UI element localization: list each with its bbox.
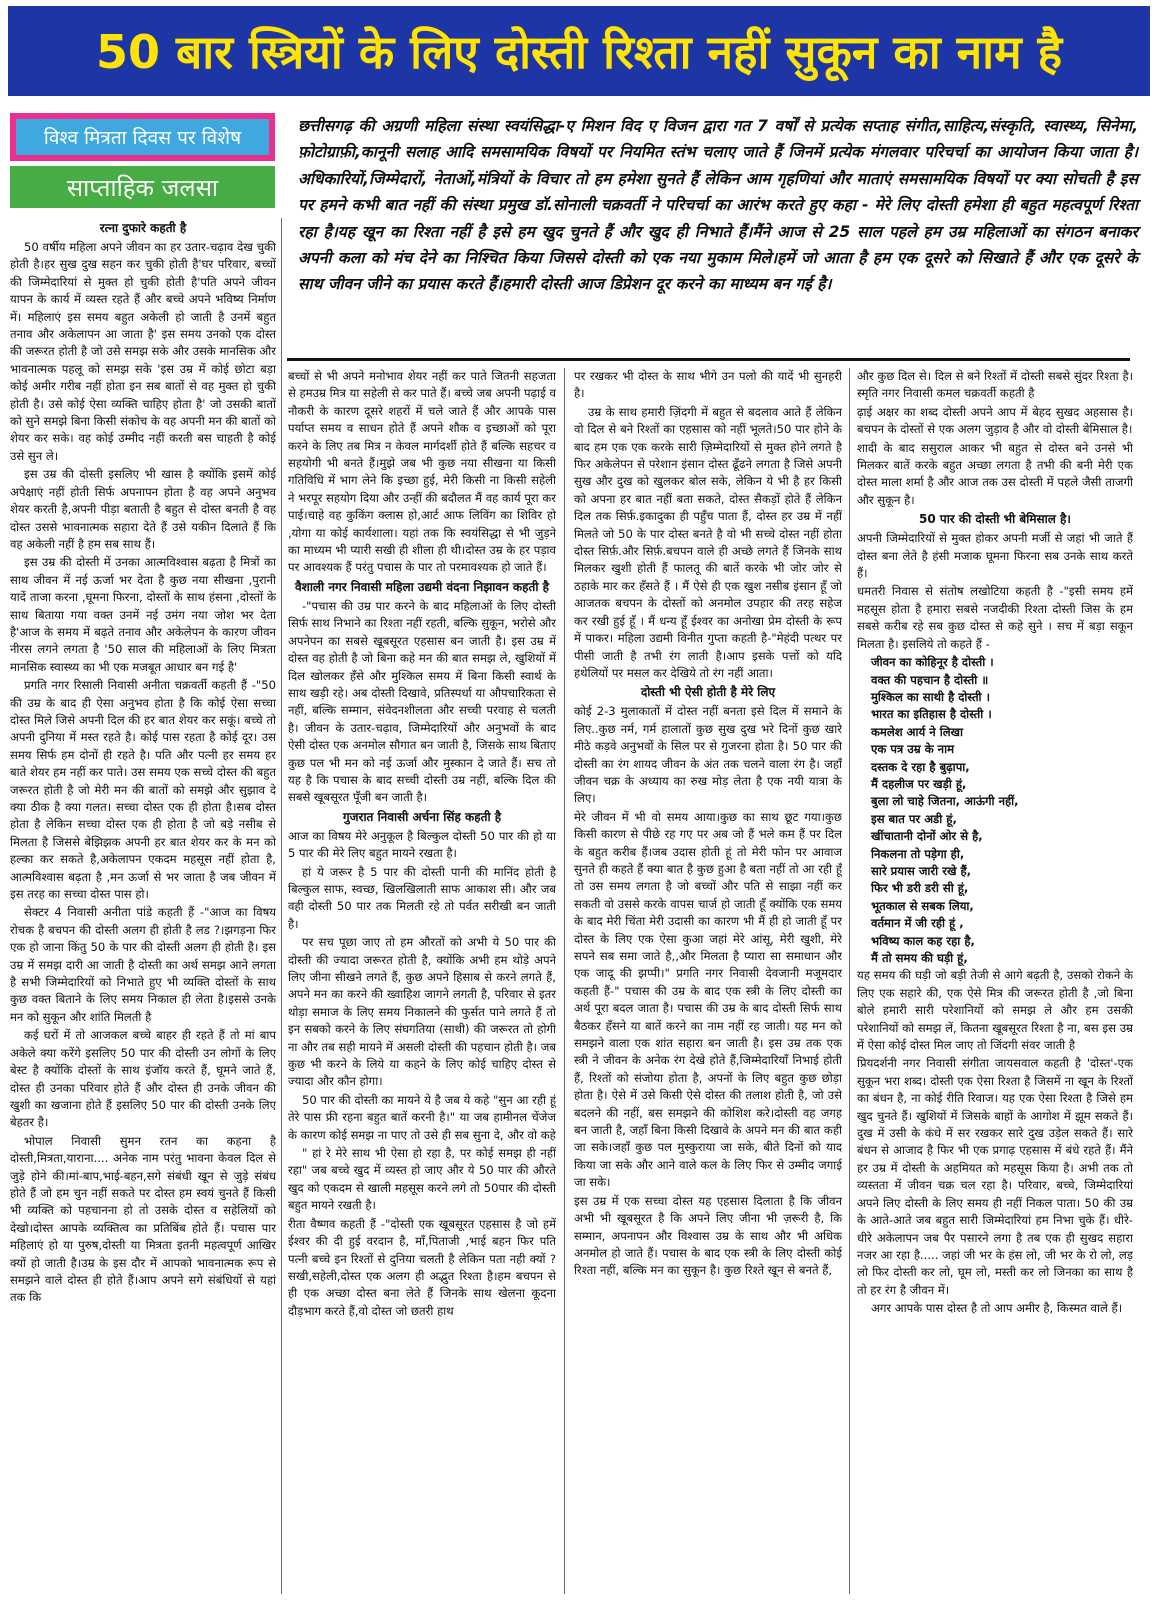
article-paragraph: पर रखकर भी दोस्त के साथ भीगे उन पलो की यादें भी सुनहरी है। [574, 369, 842, 401]
poem-line: वक्त की पहचान है दोस्ती ॥ [871, 672, 989, 687]
column-divider [849, 368, 850, 1594]
article-paragraph: कोई 2-3 मुलाकातों में दोस्त नहीं बनता इसे दिल में समाने के लिए..कुछ नर्म, गर्म हालातों कुछ सुख दुख भरे दिनों कुछ खारे मीठे कड़वे अनुभवों के सिल पर से गुजरना होता है। 50 पार की दोस्ती का रंग शायद जीवन के अंत तक चलने वाला रंग है। जहाँ जीवन चक्र के अध्याय का रुख मोड़ लेता है एक नयी यात्रा के लिए। [574, 704, 842, 806]
article-paragraph: 50 वर्षीय महिला अपने जीवन का हर उतार-चढ़ाव देख चुकी होती है।हर सुख दुख सहन कर चुकी होती है'घर परिवार, बच्चों की जिम्मेदारियां से मुक्त हो चुकी होती है'पति अपने जीवन यापन के कार्य में व्यस्त रहते हैं और बच्चे अपने भविष्य निर्माण में। महिलाएं इस समय बहुत अकेली हो जाती है उनमें बहुत तनाव और अकेलापन आ जाता है' इस समय उनको एक दोस्त की जरूरत होती है जो उसे समझ सके और उसके मानसिक और भावनात्मक पहलू को समझ सके 'इस उम्र में कोई छोटा बड़ा कोई अमीर गरीब नहीं होता इन सब बातों से वह मुक्त हो चुकी होती है। उसे कोई ऐसा व्यक्ति चाहिए होता है' जो उसकी बातों को सुने समझे बिना किसी संकोच के वह अपनी मन की बातों को शेयर कर सके। वह कोई उम्मीद नहीं करती बस चाहती है कोई उसे सुन ले। [10, 240, 276, 463]
special-tag-label: विश्व मित्रता दिवस पर विशेष [16, 119, 269, 155]
article-paragraph: इस उम्र की दोस्ती इसलिए भी खास है क्योंकि इसमें कोई अपेक्षाएं नहीं होती सिर्फ अपनापन होता है वह अपने अनुभव शेयर करती है,अपनी पीड़ा बताती है बहुत से दोस्त बनती है वह दोस्त उससे भावनात्मक सहारा देते हैं उसे यकीन दिलाते हैं कि वह अकेली नहीं है हम सब साथ हैं। [10, 467, 276, 551]
article-paragraph: प्रियदर्शनी नगर निवासी संगीता जायसवाल कहती है 'दोस्त'-एक सुकून भरा शब्द। दोस्ती एक ऐसा रिश्ता है जिसमें ना खून के रिश्तों का बंधन है, ना कोई रीति रिवाज। यह एक ऐसा रिश्ता है जिसे हम खुद चुनते हैं। खुशियों में जिसके बाहों के आगोश में झूम सकते हैं। दुख में उसी के कंधे में सर रखकर सारे दुख उड़ेल सकते हैं। सारे बंधन से आजाद है फिर भी एक प्रगाढ़ एहसास में बंधे रहते हैं। मैंने हर उम्र में दोस्ती के अहमियत को महसूस किया है। अभी तक तो व्यस्तता में जीवन चक्र चल रहा है। परिवार, बच्चे, जिम्मेदारियां अपने लिए दोस्ती के लिए समय ही नहीं निकल पाता। 50 की उम्र के आते-आते जब बहुत सारी जिम्मेदारियां हम निभा चुके हैं। धीरे-धीरे अकेलापन जब पैर पसारने लगा है तब एक ही सुखद सहारा नजर आ रहा है..... जहां जी भर के हंस लो, जी भर के रो लो, लड़ लो फिर दोस्ती कर लो, घूम लो, मस्ती कर लो जिनका का साथ है तो हर रंग है जीवन में। [857, 1056, 1133, 1297]
article-column-2 [288, 368, 556, 1594]
poem-line: बुला लो चाहे जितना, आऊंगी नहीं, [871, 794, 1019, 809]
speaker-heading: 50 पार की दोस्ती भी बेमिसाल है। [919, 512, 1071, 527]
article-column-1 [10, 218, 276, 1594]
speaker-heading: दोस्ती भी ऐसी होती है मेरे लिए [640, 685, 776, 700]
speaker-heading: वैशाली नगर निवासी महिला उद्यमी वंदना निझावन कहती है [294, 579, 550, 594]
article-paragraph: ढ़ाई अक्षर का शब्द दोस्ती अपने आप में बेहद सुखद अहसास है। बचपन के दोस्तों से एक अलग जुड़ाव है और वो दोस्ती बेमिसाल है। [857, 404, 1133, 437]
article-paragraph: प्रगति नगर रिसाली निवासी अनीता चक्रवर्ती कहती हैं -"50 की उम्र के बाद ही ऐसा अनुभव होता है कि कोई ऐसा सच्चा दोस्त मिले जिसे अपनी दिल की हर बात शेयर कर सकूं। बच्चे तो अपनी दुनिया में मस्त रहते है। कोई पास रहता है कोई दूर। उस समय सिर्फ हम दोनों ही रहते है। पति और पत्नी हर समय हर बाते शेयर हम नहीं कर पाते। उस समय एक सच्चे दोस्त की बहुत जरूरत होती है जो मेरी मन की बातों को समझे और सुझाव दे क्या ठीक है क्या गलत। सच्चा दोस्त एक ही होता है।सब दोस्त होता है लेकिन सच्चा दोस्त एक ही होता है जो बड़े नसीब से मिलता है जिससे बेझिझक अपनी हर बात शेयर कर के मन को हल्का कर सकते है,अकेलापन एकदम महसूस नहीं होता है, आत्मविश्वास बढ़ता है ,मन ऊर्जा से भर जाता है जब जीवन में इस तरह का सच्चा दोस्त पास हो। [10, 678, 276, 902]
poem-line: फिर भी डरी डरी सी हूं, [871, 881, 969, 896]
article-paragraph: यह समय की घड़ी जो बड़ी तेजी से आगे बढ़ती है, उसको रोकने के लिए एक सहारे की, एक ऐसे मित्र की जरूरत होती है ,जो बिना बोले हमारी सारी परेशानियों को समझ ले और हम उसकी परेशानियों को समझ लें, कितना खूबसूरत रिश्ता है ना, बस इस उम्र में ऐसा कोई दोस्त मिल जाए तो जिंदगी संवर जाती है [857, 968, 1133, 1053]
article-paragraph: आज का विषय मेरे अनुकूल है बिल्कुल दोस्ती 50 पार की हो या 5 पार की मेरे लिए बहुत मायने रखता है। [288, 828, 556, 861]
article-paragraph: उम्र के साथ हमारी ज़िंदगी में बहुत से बदलाव आते हैं लेकिन वो दिल से बने रिश्तों का एहसास को नहीं भूलते।50 पार होने के बाद हम एक एक करके सारी ज़िम्मेदारियों से मुक्त होने लगते है फिर अकेलेपन से परेशान इंसान दोस्त ढूँढने लगता है जिसे अपनी सुख और दुख को खुलकर बोल सके, लेकिन ये भी है हर किसी को अपना हर बात नहीं बता सकते, दोस्त सैकड़ों होते हैं लेकिन दिल तक सिर्फ़.इकादुका ही पहुँच पाता हैं, दोस्त हर उम्र में नहीं मिलते जो 50 के पार दोस्त बनते है वो भी सच्चे दोस्त नहीं होता दोस्त सिर्फ़.और सिर्फ़.बचपन वाले ही अच्छे लगते हैं जिनके साथ मिलकर खुशी होती हैं फालतू की बातें करके भी जोर जोर से ठहाके मार कर हँसते हैं । मैं ऐसे ही एक खुश नसीब इंसान हूँ जो आजतक बचपन के दोस्तों को अनमोल उपहार की तरह सहेज कर रखी हुई हूँ । मैं धन्य हूँ ईश्वर का अनोखा प्रेम दोस्ती के रूप में पाकर। महिला उद्यमी विनीत गुप्ता कहती है-"मेहंदी पत्थर पर पीसी जाती है तभी रंग लाती है।आप इसके पत्तों को यदि हथेलियों पर मसल कर देखिये तो रंग नहीं आता। [574, 404, 842, 680]
poem-author: कमलेश आर्य ने लिखा [871, 724, 964, 739]
article-paragraph: रीता वैष्णव कहती हैं -"दोस्ती एक खूबसूरत एहसास है जो हमें ईश्वर की दी हुई वरदान है, माँ,पिताजी ,भाई बहन फिर पति पत्नी बच्चे इन रिश्तों से दुनिया चलती है लेकिन पता नही क्यों ? सखी,सहेली,दोस्त एक अलग ही अद्भुत रिश्ता है।हम बचपन से ही एक अच्छा दोस्त बना लेते हैं जिनके साथ खेलना कूदना दौड़भाग करते हैं,वो दोस्त जो छतरी हाथ [288, 1216, 556, 1318]
article-paragraph: अगर आपके पास दोस्त है तो आप अमीर है, किस्मत वाले हैं। [871, 1301, 1123, 1316]
article-paragraph: अपनी जिम्मेदारियों से मुक्त होकर अपनी मर्जी से जहां भी जाते हैं दोस्त बना लेते है हंसी मजाक घूमना फिरना सब उनके साथ करते हैं। [857, 531, 1133, 581]
poem-line: मैं दहलीज पर खड़ी हूं, [871, 776, 967, 791]
article-paragraph: पर सच पूछा जाए तो हम औरतों को अभी ये 50 पार की दोस्ती की ज्यादा जरूरत होती है, क्योंकि अभी हम थोड़े अपने लिए जीना सीखने लगते हैं, कुछ अपने हिसाब से करने लगते हैं, अपने मन का करने की ख्वाहिश जागने लगती है, परिवार से इतर थोड़ा समाज के लिए समय निकालने की फुर्सत पाने लगते हैं तो इन सबको करने के लिए संघगतिया (साथी) की जरूरत तो होगी ना और तब सही मायने में असली दोस्ती की पहचान होती है। जब कुछ भी करने के लिये या कहने के लिए कोई चाहिए दोस्त से ज्यादा और कौन होगा। [288, 935, 556, 1089]
poem-line: भूतकाल से सबक लिया, [871, 898, 974, 913]
weekly-tag: साप्ताहिक जलसा [10, 166, 275, 208]
article-paragraph: धमतरी निवास से संतोष लखोटिया कहती है -"इसी समय हमें महसूस होता है हमारा सबसे नजदीकी रिश्ता दोस्ती जिस के हम सबसे करीब रहे सब कुछ दोस्त से कहे सुने । सच में बड़ा सकून मिलता है। इसलिये तो कहते हैं - [857, 584, 1133, 651]
article-paragraph: 50 पार की दोस्ती का मायने ये है जब ये कहे "सुन आ रही हूं तेरे पास फ्री रहना बहुत बातें करनी है।" या जब हामीनल चेंजेज के कारण कोई समझ ना पाए तो उसे ही सब सुना दे, और वो कहे [288, 1092, 556, 1142]
poem-line: दस्तक दे रहा है बुढ़ापा, [871, 759, 970, 774]
poem-line: वर्तमान में जी रही हूं , [871, 916, 964, 931]
poem-line: सारे प्रयास जारी रखे हैं, [871, 863, 972, 878]
poem-line: मुश्किल का साथी है दोस्ती । [871, 689, 990, 704]
article-paragraph: और कुछ दिल से। दिल से बने रिश्तों में दोस्ती सबसे सुंदर रिश्ता है। स्मृति नगर निवासी कमल चक्रवर्ती कहती है [857, 369, 1133, 401]
divider-rule [287, 358, 1130, 361]
article-paragraph: हां ये जरूर है 5 पार की दोस्ती पानी की मानिंद होती है बिल्कुल साफ, स्वच्छ, खिलखिलाती साफ आकाश सी। और जब वही दोस्ती 50 पार तक मिलती रहे तो पर्वत सरीखी बन जाती है। [288, 864, 556, 931]
column-divider [281, 218, 282, 1594]
speaker-heading: गुजरात निवासी अर्चना सिंह कहती है [342, 809, 502, 824]
headline-banner [8, 6, 1150, 96]
column-divider [564, 368, 565, 1594]
poem-line: एक पत्र उम्र के नाम [871, 742, 955, 757]
article-column-3 [574, 368, 842, 1594]
headline: 50 बार स्त्रियों के लिए दोस्ती रिश्ता नहीं सुकून का नाम है [95, 25, 1063, 79]
special-tag [10, 113, 275, 161]
article-paragraph: बच्चों से भी अपने मनोभाव शेयर नहीं कर पाते जितनी सहजता से हमउम्र मित्र या सहेली से कर पाते हैं। बच्चे जब अपनी पढ़ाई व नौकरी के कारण दूसरे शहरों में चले जाते हैं और आपके पास पर्याप्त समय व साधन होते हैं अपने शौक व इच्छाओं को पूरा करने के लिए तब मित्र न केवल मार्गदर्शी होते हैं बल्कि सहचर व सहयोगी भी बनते हैं।मुझे जब भी कुछ नया सीखना या किसी गतिविधि में भाग लेने कि इच्छा हुई, मेरी किसी ना किसी सहेली ने भरपूर सहयोग दिया और उन्हीं की बदौलत मैं वह कार्य पूरा कर पाई।चाहे वह कुकिंग क्लास हो,आर्ट आफ लिविंग का शिविर हो ,योगा या कोई कार्यशाला। यहां तक कि स्वयंसिद्धा से भी जुड़ने का माध्यम भी प्यारी सखी ही शीला ही थी।दोस्त उम्र के हर पड़ाव पर आवश्यक हैं परंतु पचास के पार तो परमावश्यक हो जाते हैं। [288, 369, 556, 575]
poem-line: इस बात पर अडी हूं, [871, 811, 957, 826]
speaker-heading: रत्ना दुफारे कहती है [99, 221, 187, 235]
article-paragraph: इस उम्र में एक सच्चा दोस्त यह एहसास दिलाता है कि जीवन अभी भी खूबसूरत है कि अपने लिए जीना भी ज़रूरी है, कि सम्मान, अपनापन और विश्वास उम्र के साथ और भी अधिक अनमोल हो जाते हैं। पचास के बाद एक स्त्री के लिए दोस्ती कोई रिश्ता नहीं, बल्कि मन का सुकून है। कुछ रिश्ते खून से बनते हैं, [574, 1193, 842, 1278]
article-paragraph: इस उम्र की दोस्ती में उनका आत्मविश्वास बढ़ता है मित्रों का साथ जीवन में नई ऊर्जा भर देता है कुछ नया सीखना ,पुरानी यादें ताजा करना ,घूमना फिरना, दोस्तों के साथ हंसना ,दोस्तों के साथ बिताया गया वक्त उनमें नई उमंग नया जोश भर देता है'आज के समय में बढ़ते तनाव और अकेलेपन के कारण जीवन नीरस लगने लगता है '50 साल की महिलाओं के लिए मित्रता मानसिक स्वास्थ्य का भी एक मजबूत आधार बन गई है' [10, 555, 276, 674]
article-paragraph: कई घरों में तो आजकल बच्चे बाहर ही रहते हैं तो मां बाप अकेले क्या करेंगे इसलिए 50 पार की दोस्ती उन लोगों के लिए बेस्ट है क्योंकि दोस्तों के साथ इंजॉय करते हैं, घूमने जाते हैं, दोस्त ही उनका परिवार होते हैं और दोस्त ही उनके जीवन की खुशी का खजाना होते हैं इसलिए 50 पार की दोस्ती उनके लिए बेहतर है। [10, 1028, 276, 1130]
article-paragraph: -"पचास की उम्र पार करने के बाद महिलाओं के लिए दोस्ती सिर्फ साथ निभाने का रिश्ता नहीं रहती, बल्कि सुकून, भरोसे और अपनेपन का सबसे खूबसूरत एहसास बन जाती है। इस उम्र में दोस्त वह होती है जो बिना कहे मन की बात समझ ले, खुशियों में दिल खोलकर हँसे और मुश्किल समय में बिना किसी स्वार्थ के साथ खड़ी रहे। अब दोस्ती दिखावे, प्रतिस्पर्धा या औपचारिकता से नहीं, बल्कि सम्मान, संवेदनशीलता और सच्ची परवाह से चलती है। जीवन के उतार-चढ़ाव, जिम्मेदारियों और अनुभवों के बाद ऐसी दोस्त एक अनमोल सौगात बन जाती है, जिसके साथ बिताए कुछ पल भी मन को नई ऊर्जा और मुस्कान दे जाते हैं। सच तो यह है कि पचास के बाद सच्ची दोस्ती उम्र नहीं, बल्कि दिल की सबसे खूबसूरत पूँजी बन जाती है। [288, 598, 556, 805]
poem-line: जीवन का कोहिनूर है दोस्ती । [871, 655, 994, 670]
poem-line: निकलना तो पड़ेगा ही, [871, 846, 965, 861]
poem-line: मैं तो समय की घड़ी हूं, [871, 951, 968, 965]
poem-line: भारत का इतिहास है दोस्ती । [871, 707, 992, 722]
article-paragraph: मेरे जीवन में भी वो समय आया।कुछ का साथ छूट गया।कुछ किसी कारण से पीछे रह गए पर अब जो हैं भले कम हैं पर दिल के बहुत करीब हैं।जब उदास होती हूं तो मेरी फोन पर आवाज सुनते ही कहते हैं क्या बात है कुछ हुआ है बता नहीं तो आ रही हूँ तो उस समय लगता है जो बच्चों और पति से साझा नहीं कर सकती वो उससे करके वापस चार्ज हो जाती हूँ क्योंकि एक समय के बाद मेरी चिंता मेरी उदासी का कारण भी मैं ही हो जाती हूँ पर दोस्त के लिए एक ऐसा कुआ जहां मेरे आंसू, मेरी खुशी, मेरे सपने सब समा जाते है,,और मिलता है प्यारा सा समाधान और एक जादू की झप्पी।" प्रगति नगर निवासी देवजानी मजूमदार कहती हैं-" पचास की उम्र के बाद एक स्त्री के लिए दोस्ती का अर्थ पूरा बदल जाता है। पचास की उम्र के बाद दोस्ती सिर्फ साथ बैठकर हँसने या बातें करने का नाम नहीं रह जाती। यह मन को समझने वाला एक शांत सहारा बन जाती है। इस उम्र तक एक स्त्री ने जीवन के अनेक रंग देखे होते हैं,जिम्मेदारियाँ निभाई होती हैं, रिश्तों को संजोया होता है, अपनों के लिए बहुत कुछ छोड़ा होता है। ऐसे में उसे किसी ऐसे दोस्त की तलाश होती है, जो उसे बदलने की नहीं, बस समझने की कोशिश करे।दोस्ती वह जगह बन जाती है, जहाँ बिना किसी दिखावे के अपने मन की बात कही जा सके।जहाँ कुछ पल मुस्कुराया जा सके, बीते दिनों को याद किया जा सके और आने वाले कल के लिए फिर से उम्मीद जगाई जा सके। [574, 809, 842, 1190]
article-paragraph: सेक्टर 4 निवासी अनीता पांडे कहती हैं -"आज का विषय रोचक है बचपन की दोस्ती अलग ही होती है लड ?।झगड़ना फिर एक हो जाना किंतु 50 के पार की दोस्ती अलग ही होती है। इस उम्र में समझ दारी आ जाती है दोस्ती का अर्थ समझ आने लगता है सभी जिम्मेदारियों को निभाते हुए भी व्यक्ति दोस्तों के साथ कुछ वक्त बिताने के लिए समय निकाल ही लेता है।इससे उनके मन को सुकून और शांति मिलती है [10, 905, 276, 1024]
intro-paragraph: छत्तीसगढ़ की अग्रणी महिला संस्था स्वयंसिद्धा-ए मिशन विद ए विजन द्वारा गत 7 वर्षों से प्रत्येक सप्ताह संगीत,साहित्य,संस्कृति, स्वास्थ्य, सिनेमा, फ़ोटोग्राफ़ी,कानूनी सलाह आदि समसामयिक विषयों पर नियमित स्तंभ चलाए जाते हैं जिनमें प्रत्येक मंगलवार परिचर्चा का आयोजन किया जाता है। अधिकारियों,जिम्मेदारों, नेताओं,मंत्रियों के विचार तो हम हमेशा सुनते हैं लेकिन आम गृहणियां और माताएं समसामयिक विषयों पर क्या सोचती है इस पर हमने कभी बात नहीं की संस्था प्रमुख डॉ.सोनाली चक्रवर्ती ने परिचर्चा का आरंभ करते हुए कहा - मेरे लिए दोस्ती हमेशा ही बहुत महत्वपूर्ण रिश्ता रहा है।यह खून का रिश्ता नहीं है इसे हम खुद चुनते हैं और खुद ही निभाते हैं।मैंने आज से 25 साल पहले हम उम्र महिलाओं का संगठन बनाकर अपनी कला को मंच देने का निश्चित किया जिससे दोस्ती को एक नया मुकाम मिले।हमें जो आता है हम एक दूसरे को सिखाते हैं और एक दूसरे के साथ जीवन जीने का प्रयास करते हैं।हमारी दोस्ती आज डिप्रेशन दूर करने का माध्यम बन गई है। [298, 117, 1138, 294]
poem-line: खींचातानी दोनों ओर से है, [871, 829, 983, 844]
article-paragraph: भोपाल निवासी सुमन रतन का कहना है दोस्ती,मित्रता,याराना.... अनेक नाम परंतु भावना केवल दिल से जुड़े होने की।मां-बाप,भाई-बहन,सगे संबंधी खून से जुड़े संबंध होते हैं जो हम चुन नहीं सकते पर दोस्त हम स्वयं चुनते हैं किसी भी व्यक्ति को पहचानना हो तो उसके दोस्त व सहेलियों को देखो।दोस्त आपके व्यक्तित्व का प्रतिबिंब होते हैं। पचास पार महिलाएं हो या पुरुष,दोस्ती या मित्रता इतनी महत्वपूर्ण आखिर क्यों हो जाती है।उम्र के इस दौर में आपको भावनात्मक रूप से समझने वाले दोस्त ही होते हैं।आप अपने सगे संबंधियों से यहां तक कि [10, 1133, 276, 1305]
article-paragraph: " हां रे मेरे साथ भी ऐसा हो रहा है, पर कोई समझ ही नहीं रहा" जब बच्चे खुद में व्यस्त हो जाए और ये 50 पार की औरते खुद को एकदम से खाली महसूस करने लगे तो 50पार की दोस्ती बहुत मायने रखती है। [288, 1146, 556, 1213]
poem-line: भविष्य काल कह रहा है, [871, 933, 975, 948]
article-paragraph: शादी के बाद ससुराल आकर भी बहुत से दोस्त बने उनसे भी मिलकर बातें करके बहुत अच्छा लगता है तभी की बनी मेरी एक दोस्त माला शर्मा है और आज तक उस दोस्ती में पहले जैसी ताजगी और सुकून है। [857, 440, 1133, 507]
article-column-4 [857, 368, 1133, 1594]
